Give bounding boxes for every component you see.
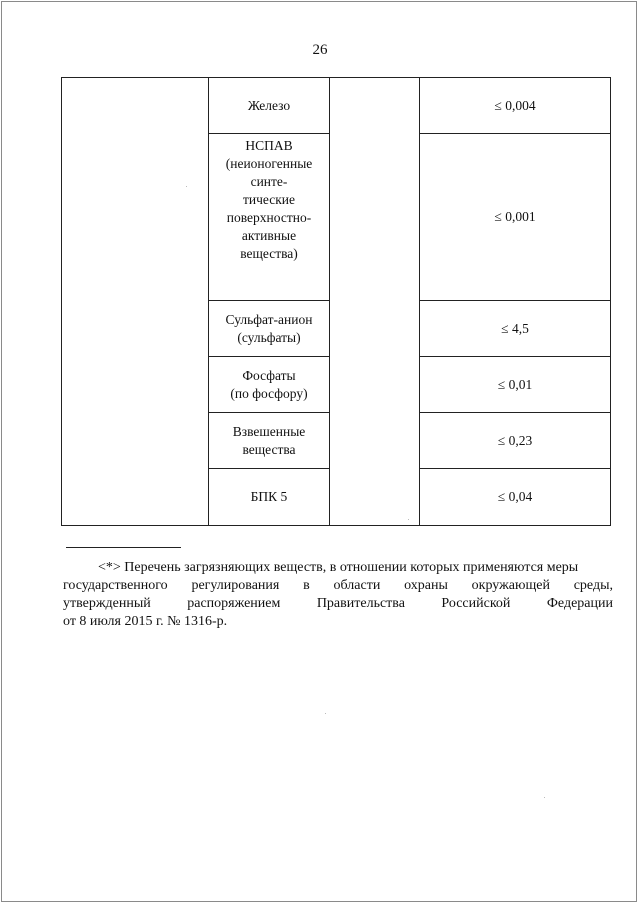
footnote-line: утвержденный распоряжением Правительства Российской Федерации xyxy=(63,596,613,611)
table-cell-substance: БПК 5 xyxy=(250,489,288,504)
scan-speck xyxy=(544,797,545,798)
table-cell-substance: Железо xyxy=(247,97,291,113)
scan-speck xyxy=(325,713,326,714)
scan-speck xyxy=(408,519,409,520)
table-cell-substance: Сульфат-анион (сульфаты) xyxy=(225,311,313,345)
table-cell-value: ≤ 0,23 xyxy=(497,432,533,448)
page-number: 26 xyxy=(312,42,328,58)
footnote-line: <*> Перечень загрязняющих веществ, в отношении которых применяются меры xyxy=(98,560,579,575)
table-cell-value: ≤ 0,04 xyxy=(497,489,533,504)
table-cell-value: ≤ 4,5 xyxy=(501,320,529,336)
scan-speck xyxy=(186,186,187,187)
table-cell-value: ≤ 0,001 xyxy=(494,209,536,224)
table-cell-substance: Взвешенные вещества xyxy=(232,423,306,457)
pollutant-table xyxy=(61,77,611,526)
table-cell-value: ≤ 0,01 xyxy=(497,376,533,392)
footnote xyxy=(63,559,613,631)
footnote-line: государственного регулирования в области охраны окружающей среды, xyxy=(63,578,613,593)
table-cell-substance: Фосфаты (по фосфору) xyxy=(230,367,308,401)
table-cell-value: ≤ 0,004 xyxy=(494,97,536,113)
footnote-line: от 8 июля 2015 г. № 1316-р. xyxy=(63,614,228,629)
table-cell-substance: НСПАВ (неионогенные синте- тические поверхностно- активные вещества) xyxy=(225,138,313,261)
footnote-rule xyxy=(66,547,181,548)
